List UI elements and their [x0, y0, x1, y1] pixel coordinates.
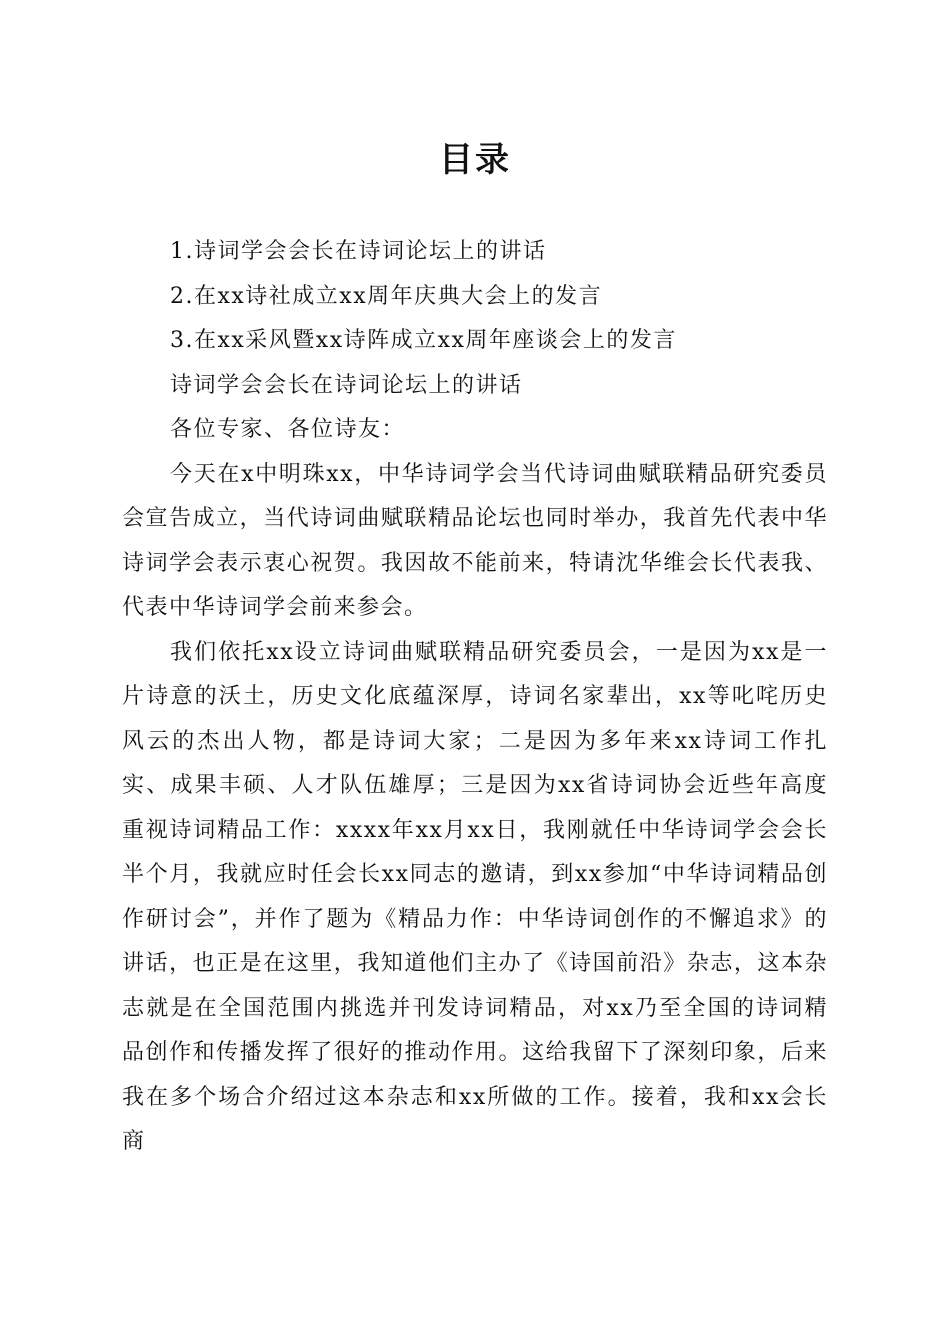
document-title: 目录	[439, 140, 511, 180]
document-body	[122, 230, 828, 1165]
salutation: 各位专家、各位诗友：	[170, 417, 406, 442]
section-heading: 诗词学会会长在诗词论坛上的讲话	[170, 372, 523, 398]
body-paragraph-1: 今天在x中明珠xx，中华诗词学会当代诗词曲赋联精品研究委员会宣告成立，当代诗词曲赋联精品论坛也同时举办，我首先代表中华诗词学会表示衷心祝贺。我因故不能前来，特请沈华维会长代表我、代表中华诗词学会前来参会。	[122, 461, 828, 620]
toc-item-1: 1.诗词学会会长在诗词论坛上的讲话	[170, 239, 547, 264]
toc-item-3: 3.在xx采风暨xx诗阵成立xx周年座谈会上的发言	[170, 328, 677, 353]
body-paragraph-2: 我们依托xx设立诗词曲赋联精品研究委员会，一是因为xx是一片诗意的沃土，历史文化底蕴深厚，诗词名家辈出，xx等叱咤历史风云的杰出人物，都是诗词大家；二是因为多年来xx诗词工作扎实、成果丰硕、人才队伍雄厚；三是因为xx省诗词协会近些年高度重视诗词精品工作：xxxx年xx月xx日，我刚就任中华诗词学会会长半个月，我就应时任会长xx同志的邀请，到xx参加“中华诗词精品创作研讨会”，并作了题为《精品力作：中华诗词创作的不懈追求》的讲话，也正是在这里，我知道他们主办了《诗国前沿》杂志，这本杂志就是在全国范围内挑选并刊发诗词精品，对xx乃至全国的诗词精品创作和传播发挥了很好的推动作用。这给我留下了深刻印象，后来我在多个场合介绍过这本杂志和xx所做的工作。接着，我和xx会长商	[122, 639, 828, 1154]
toc-item-2: 2.在xx诗社成立xx周年庆典大会上的发言	[170, 283, 603, 309]
